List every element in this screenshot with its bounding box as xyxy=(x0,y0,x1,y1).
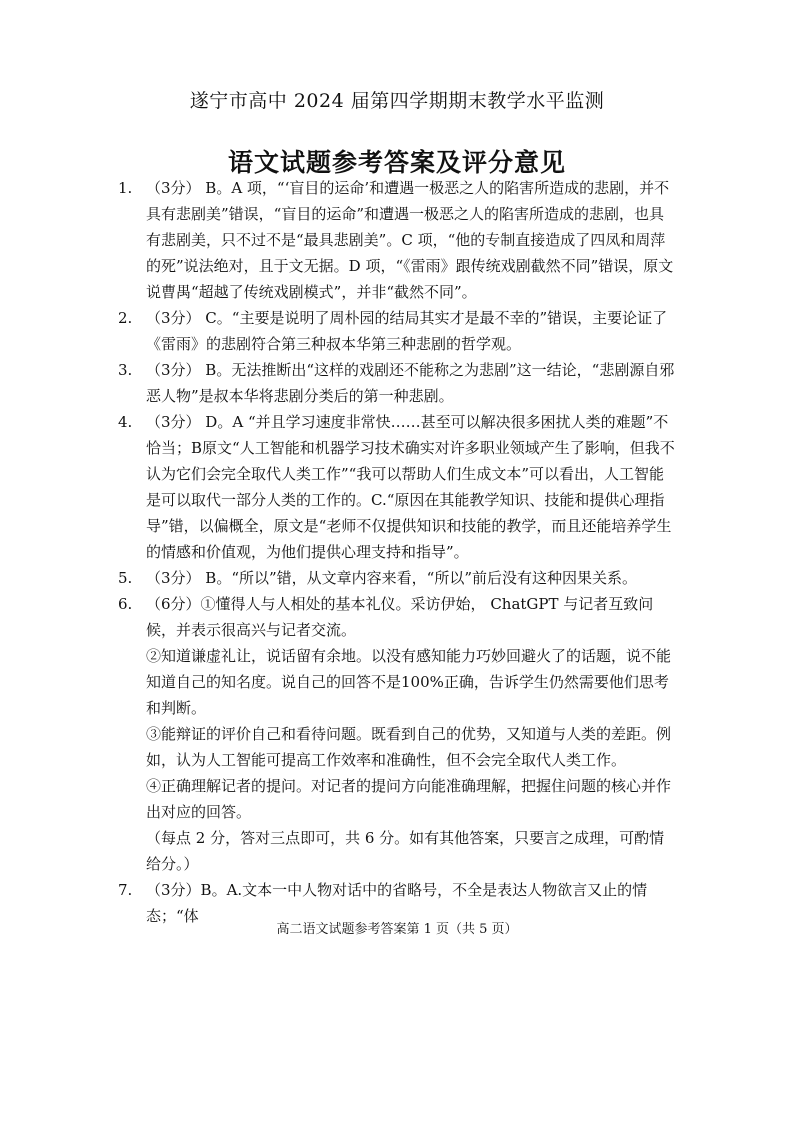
answer-point-4: ④正确理解记者的提问。对记者的提问方向能准确理解，把握住问题的核心并作出对应的回答。 xyxy=(146,777,672,821)
answer-text: （6分）①懂得人与人相处的基本礼仪。采访伊始， ChatGPT 与记者互致问候，并表示很高兴与记者交流。 xyxy=(146,595,654,639)
item-number: 5. xyxy=(118,569,133,587)
answer-item-6 xyxy=(118,591,678,877)
answer-text: （3分） D。A “并且学习速度非常快……甚至可以解决很多困扰人类的难题”不恰当；B原文“人工智能和机器学习技术确实对许多职业领域产生了影响，但我不认为它们会完全取代人类工作”“我可以帮助人们生成文本”可以看出，人工智能是可以取代一部分人类的工作的。C.“原因在其能教学知识、技能和提供心理指导”错，以偏概全，原文是“老师不仅提供知识和技能的教学，而且还能培养学生的情感和价值观，为他们提供心理支持和指导”。 xyxy=(146,413,675,561)
answer-item-5 xyxy=(118,565,678,591)
answer-item-1 xyxy=(118,175,678,305)
document-title: 语文试题参考答案及评分意见 xyxy=(227,148,566,177)
item-number: 4. xyxy=(118,413,133,431)
page-footer: 高二语文试题参考答案第 1 页（共 5 页） xyxy=(276,922,518,937)
scoring-note: （每点 2 分，答对三点即可，共 6 分。如有其他答案，只要言之成理，可酌情给分。） xyxy=(146,829,665,873)
answer-item-4 xyxy=(118,409,678,565)
answer-text: （3分） B。A 项，“‘盲目的运命’和遭遇一极恶之人的陷害所造成的悲剧，并不具有悲剧美”错误，“盲目的运命”和遭遇一极恶之人的陷害所造成的悲剧，也具有悲剧美，只不过不是“最具悲剧美”。C 项，“他的专制直接造成了四凤和周萍的死”说法绝对，且于文无据。D 项，“《雷雨》跟传统戏剧截然不同”错误，原文说曹禺“超越了传统戏剧模式”，并非“截然不同”。 xyxy=(146,179,674,301)
answer-text: （3分）B。A.文本一中人物对话中的省略号，不全是表达人物欲言又止的情态；“体 xyxy=(146,881,648,925)
item-number: 7. xyxy=(118,881,133,899)
answer-text: （3分） B。无法推断出“这样的戏剧还不能称之为悲剧”这一结论，“悲剧源自邪恶人物”是叔本华将悲剧分类后的第一种悲剧。 xyxy=(146,361,675,405)
answer-text: （3分） B。“所以”错，从文章内容来看，“所以”前后没有这种因果关系。 xyxy=(146,569,638,587)
item-number: 6. xyxy=(118,595,133,613)
answer-list xyxy=(118,175,678,929)
answer-item-2 xyxy=(118,305,678,357)
answer-point-2: ②知道谦虚礼让，说话留有余地。以没有感知能力巧妙回避火了的话题，说不能知道自己的知名度。说自己的回答不是100%正确，告诉学生仍然需要他们思考和判断。 xyxy=(146,647,672,717)
exam-title: 遂宁市高中 2024 届第四学期期末教学水平监测 xyxy=(189,90,605,112)
item-number: 3. xyxy=(118,361,133,379)
item-number: 1. xyxy=(118,179,133,197)
answer-point-3: ③能辩证的评价自己和看待问题。既看到自己的优势，又知道与人类的差距。例如，认为人工智能可提高工作效率和准确性，但不会完全取代人类工作。 xyxy=(146,725,672,769)
answer-text: （3分） C。“主要是说明了周朴园的结局其实才是最不幸的”错误，主要论证了《雷雨》的悲剧符合第三种叔本华第三种悲剧的哲学观。 xyxy=(146,309,668,353)
answer-item-3 xyxy=(118,357,678,409)
item-number: 2. xyxy=(118,309,133,327)
